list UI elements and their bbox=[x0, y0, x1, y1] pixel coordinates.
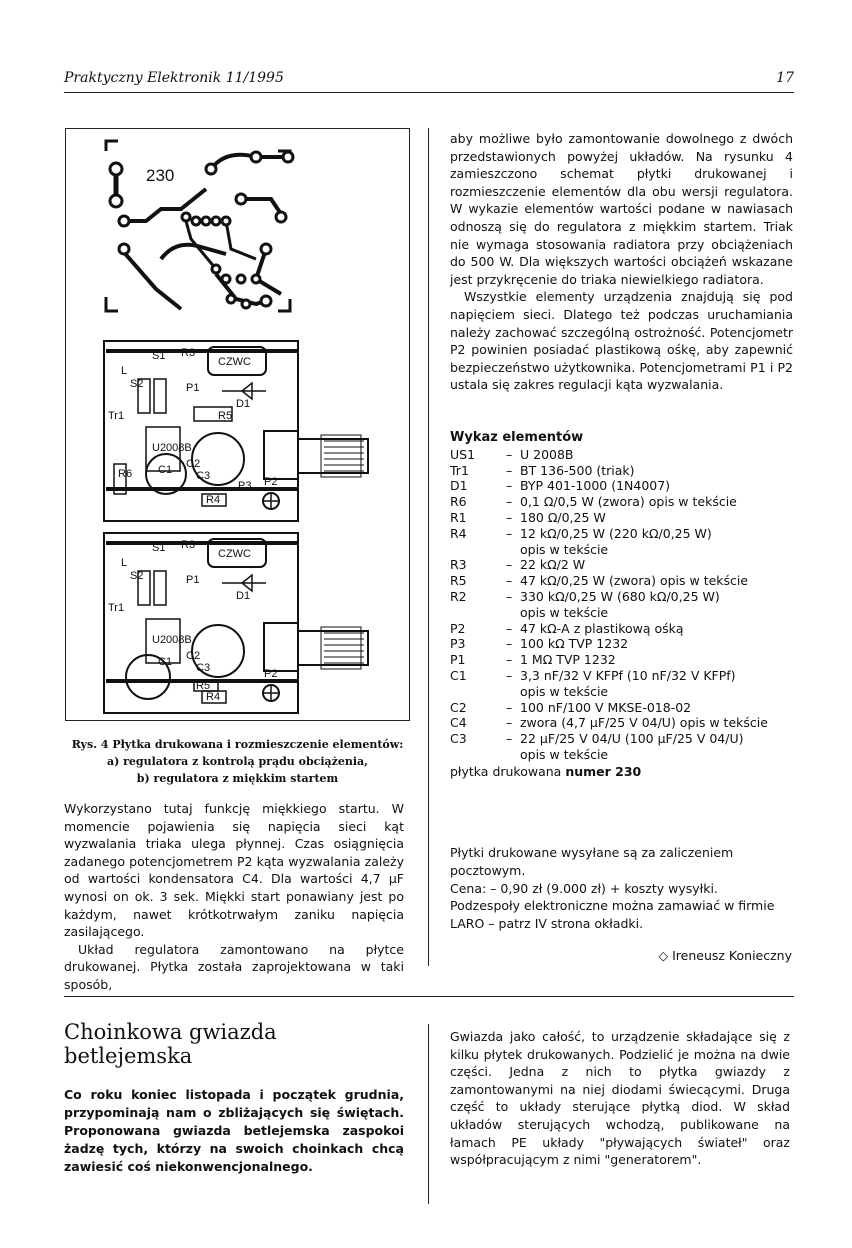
svg-text:C3: C3 bbox=[196, 662, 211, 674]
layout-b-labels bbox=[108, 539, 277, 703]
paragraph: aby możliwe było zamontowanie dowolnego z dwóch przedstawionych powyżej układów. Na rysunku 4 zamieszczono schemat płytki drukowanej i rozmieszczenie elementów dla obu wersji regulatora. W wykazie elementów wartości podane w nawiasach odnoszą się do regulatora z miękkim startem. Triak nie wymaga stosowania radiatora przy obciążeniach do 500 W. Dla większych wartości obciążeń wskazane jest przykręcenie do triaka niewielkiego radiatora. bbox=[450, 131, 793, 287]
caption-line-3: b) regulatora z miękkim startem bbox=[136, 772, 339, 785]
parts-row bbox=[450, 731, 793, 747]
part-dash: – bbox=[506, 636, 513, 652]
caption-line-1: Rys. 4 Płytka drukowana i rozmieszczenie elementów: bbox=[71, 738, 404, 751]
parts-list bbox=[450, 430, 793, 780]
parts-row bbox=[450, 589, 793, 605]
article-title bbox=[64, 1020, 409, 1068]
part-designator: R1 bbox=[450, 509, 467, 525]
part-dash: – bbox=[506, 573, 513, 589]
parts-row bbox=[450, 715, 793, 731]
part-dash: – bbox=[506, 446, 513, 462]
left-column-text bbox=[64, 800, 404, 994]
part-designator: C3 bbox=[450, 731, 467, 747]
shipping-info bbox=[450, 844, 793, 933]
article-title-line-2: betlejemska bbox=[64, 1044, 193, 1068]
article-separator bbox=[64, 996, 794, 997]
pcb-prefix: płytka drukowana bbox=[450, 763, 562, 779]
column-divider bbox=[428, 128, 429, 966]
svg-text:CZWC: CZWC bbox=[218, 548, 251, 560]
svg-text:D1: D1 bbox=[236, 398, 251, 410]
caption-line-2: a) regulatora z kontrolą prądu obciążenia, bbox=[106, 755, 369, 768]
page-number: 17 bbox=[776, 70, 794, 86]
svg-text:C2: C2 bbox=[186, 458, 201, 470]
corner-mark-br bbox=[278, 299, 290, 311]
svg-text:L: L bbox=[121, 365, 128, 377]
corner-mark-tl bbox=[106, 141, 118, 151]
part-dash: – bbox=[506, 509, 513, 525]
svg-text:C1: C1 bbox=[158, 656, 173, 668]
parts-row bbox=[450, 526, 793, 542]
parts-row bbox=[450, 510, 793, 526]
pcb-number: numer 230 bbox=[565, 763, 642, 779]
part-value: 22 kΩ/2 W bbox=[520, 557, 586, 573]
svg-text:R4: R4 bbox=[206, 691, 221, 703]
right-column-text bbox=[450, 130, 793, 394]
svg-text:S2: S2 bbox=[130, 378, 144, 390]
part-value: BT 136-500 (triak) bbox=[520, 462, 635, 478]
part-value: 47 kΩ-A z plastikową ośką bbox=[520, 620, 684, 636]
svg-text:P1: P1 bbox=[186, 574, 200, 586]
svg-text:S2: S2 bbox=[130, 570, 144, 582]
part-value: BYP 401-1000 (1N4007) bbox=[520, 478, 671, 494]
part-dash: – bbox=[506, 620, 513, 636]
parts-row bbox=[450, 447, 793, 463]
part-value: 22 μF/25 V 04/U (100 μF/25 V 04/U) bbox=[520, 731, 744, 747]
parts-row bbox=[450, 652, 793, 668]
parts-row bbox=[450, 668, 793, 684]
svg-text:S1: S1 bbox=[152, 350, 166, 362]
part-value: 100 nF/100 V MKSE-018-02 bbox=[520, 699, 692, 715]
part-designator: R3 bbox=[450, 557, 467, 573]
running-head-journal: Praktyczny Elektronik 11/1995 bbox=[64, 70, 284, 86]
part-designator: C2 bbox=[450, 699, 467, 715]
svg-text:P2: P2 bbox=[264, 668, 278, 680]
part-designator: R5 bbox=[450, 573, 467, 589]
part-designator: P3 bbox=[450, 636, 466, 652]
shipping-line-1: Płytki drukowane wysyłane są za zaliczeniem pocztowym. bbox=[450, 845, 734, 878]
svg-text:C3: C3 bbox=[196, 470, 211, 482]
part-value: 0,1 Ω/0,5 W (zwora) opis w tekście bbox=[520, 494, 737, 510]
pcb-figure bbox=[65, 128, 410, 721]
part-value: 1 MΩ TVP 1232 bbox=[520, 652, 616, 668]
parts-row bbox=[450, 557, 793, 573]
svg-text:P1: P1 bbox=[186, 382, 200, 394]
part-dash: – bbox=[506, 652, 513, 668]
parts-row bbox=[450, 478, 793, 494]
part-dash: – bbox=[506, 462, 513, 478]
part-value: U 2008B bbox=[520, 446, 574, 462]
parts-row bbox=[450, 700, 793, 716]
part-designator: C4 bbox=[450, 715, 467, 731]
parts-row bbox=[450, 573, 793, 589]
article-title-line-1: Choinkowa gwiazda bbox=[64, 1020, 277, 1044]
svg-text:R6: R6 bbox=[118, 468, 133, 480]
svg-text:P2: P2 bbox=[264, 476, 278, 488]
part-dash: – bbox=[506, 588, 513, 604]
svg-text:U2008B: U2008B bbox=[152, 634, 192, 646]
svg-text:D1: D1 bbox=[236, 590, 251, 602]
layout-a-labels bbox=[108, 347, 277, 506]
article-lead: Co roku koniec listopada i początek grudnia, przypominają nam o zbliżających się świętach. Proponowana gwiazda betlejemska zaspokoi żadzę tych, którzy na swoich choinkach chcą zawiesić coś niekonwencjonalnego. bbox=[64, 1087, 404, 1174]
pcb-number-line bbox=[450, 764, 793, 780]
author-signature: ◇ Ireneusz Konieczny bbox=[658, 948, 792, 963]
svg-text:C1: C1 bbox=[158, 464, 173, 476]
part-value: 180 Ω/0,25 W bbox=[520, 509, 606, 525]
part-note: opis w tekście bbox=[520, 541, 609, 557]
corner-mark-bl bbox=[106, 297, 118, 311]
svg-text:R3: R3 bbox=[181, 347, 196, 359]
part-dash: – bbox=[506, 667, 513, 683]
part-note: opis w tekście bbox=[520, 683, 609, 699]
svg-text:S1: S1 bbox=[152, 542, 166, 554]
part-value: 47 kΩ/0,25 W (zwora) opis w tekście bbox=[520, 573, 749, 589]
shipping-line-3: Podzespoły elektroniczne można zamawiać w firmie LARO – patrz IV strona okładki. bbox=[450, 898, 775, 932]
parts-row bbox=[450, 494, 793, 510]
svg-text:U2008B: U2008B bbox=[152, 442, 192, 454]
part-designator: R2 bbox=[450, 588, 467, 604]
paragraph: Układ regulatora zamontowano na płytce drukowanej. Płytka została zaprojektowana w taki sposób, bbox=[64, 941, 404, 992]
paragraph: Gwiazda jako całość, to urządzenie składające się z kilku płytek drukowanych. Podzielić je można na dwie części. Jedna z nich to płytka gwiazdy z zamontowanymi na niej diodami świecącymi. Druga część to układy sterujące płytką diod. W skład układów sterujących wchodzą, publikowane na łamach PE układy "pływających świateł" oraz współpracującym z nimi "generatorem". bbox=[450, 1029, 790, 1168]
part-value: 100 kΩ TVP 1232 bbox=[520, 636, 629, 652]
part-designator: C1 bbox=[450, 667, 467, 683]
part-designator: US1 bbox=[450, 446, 476, 462]
layout-a bbox=[104, 341, 368, 521]
part-dash: – bbox=[506, 715, 513, 731]
parts-row bbox=[450, 621, 793, 637]
part-designator: R6 bbox=[450, 494, 467, 510]
svg-text:L: L bbox=[121, 557, 128, 569]
part-dash: – bbox=[506, 494, 513, 510]
parts-row bbox=[450, 636, 793, 652]
part-designator: D1 bbox=[450, 478, 468, 494]
part-value: zwora (4,7 μF/25 V 04/U) opis w tekście bbox=[520, 715, 768, 731]
board-number-label: 230 bbox=[146, 166, 175, 185]
part-dash: – bbox=[506, 731, 513, 747]
part-dash: – bbox=[506, 478, 513, 494]
svg-text:P3: P3 bbox=[238, 480, 252, 492]
part-value: 3,3 nF/32 V KFPf (10 nF/32 V KFPf) bbox=[520, 667, 736, 683]
part-designator: Tr1 bbox=[450, 462, 469, 478]
svg-text:Tr1: Tr1 bbox=[108, 602, 125, 614]
part-note: opis w tekście bbox=[520, 746, 609, 762]
part-dash: – bbox=[506, 557, 513, 573]
article-column-divider bbox=[428, 1024, 429, 1204]
part-value: 12 kΩ/0,25 W (220 kΩ/0,25 W) bbox=[520, 525, 712, 541]
figure-caption bbox=[65, 736, 410, 787]
part-dash: – bbox=[506, 699, 513, 715]
parts-list-heading: Wykaz elementów bbox=[450, 430, 584, 445]
header-rule bbox=[64, 92, 794, 93]
parts-rows bbox=[450, 447, 793, 763]
paragraph: Wykorzystano tutaj funkcję miękkiego startu. W momencie pojawienia się napięcia sieci kąt wyzwalania triaka ulega płynnej. Czas osiągnięcia zadanego potencjometrem P2 kąta wyzwalania zależy od wartości kondensatora C4. Dla wartości 4,7 μF wynosi on ok. 3 sek. Miękki start ponawiany jest po każdym, nawet krótkotrwałym zaniku napięcia zasilającego. bbox=[64, 801, 404, 940]
part-designator: P2 bbox=[450, 620, 466, 636]
svg-text:Tr1: Tr1 bbox=[108, 410, 125, 422]
svg-text:R4: R4 bbox=[206, 494, 221, 506]
svg-text:R3: R3 bbox=[181, 539, 196, 551]
part-designator: P1 bbox=[450, 652, 466, 668]
part-dash: – bbox=[506, 525, 513, 541]
article-body bbox=[450, 1028, 790, 1169]
part-designator: R4 bbox=[450, 525, 467, 541]
shipping-line-2: Cena: – 0,90 zł (9.000 zł) + koszty wysyłki. bbox=[450, 880, 718, 896]
part-note: opis w tekście bbox=[520, 604, 609, 620]
svg-text:R5: R5 bbox=[218, 410, 233, 422]
svg-text:R5: R5 bbox=[196, 680, 211, 692]
svg-text:CZWC: CZWC bbox=[218, 356, 251, 368]
paragraph: Wszystkie elementy urządzenia znajdują się pod napięciem sieci. Dlatego też podczas uruchamiania należy zachować szczególną ostrożność. Potencjometr P2 powinien posiadać plastikową ośkę, aby zapewnić bezpieczeństwo użytkownika. Potencjometrami P1 i P2 ustala się zakres regulacji kąta wyzwalania. bbox=[450, 289, 793, 393]
layout-b bbox=[104, 533, 368, 713]
part-value: 330 kΩ/0,25 W (680 kΩ/0,25 W) bbox=[520, 588, 720, 604]
pcb-drawing bbox=[66, 129, 409, 720]
parts-row bbox=[450, 463, 793, 479]
svg-text:C2: C2 bbox=[186, 650, 201, 662]
